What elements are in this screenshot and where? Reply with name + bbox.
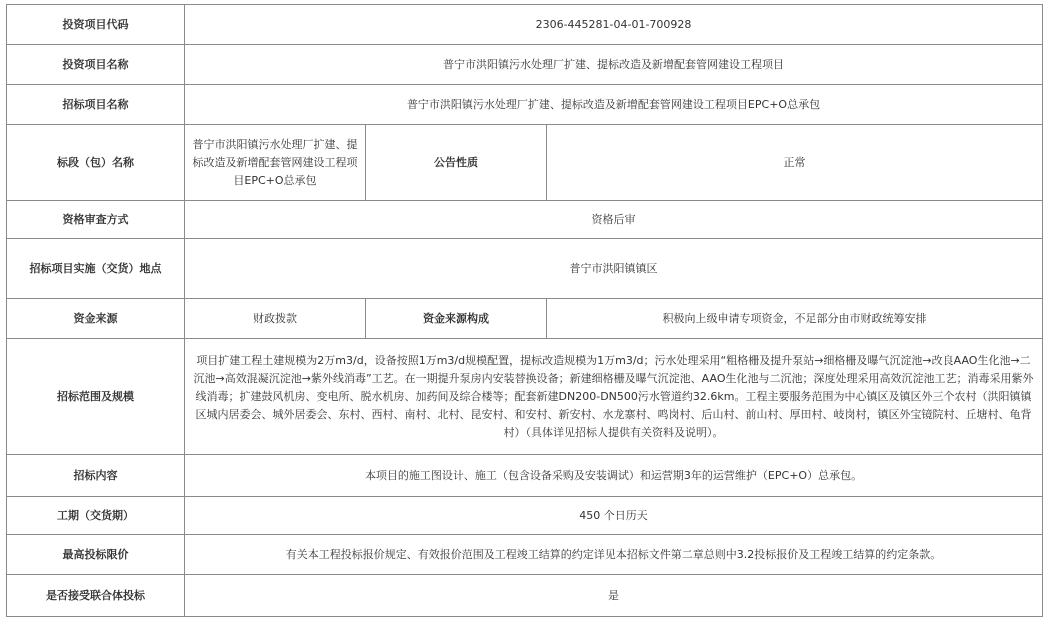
- row-funding: [7, 299, 1043, 339]
- row-location: [7, 239, 1043, 299]
- scope-label: 招标范围及规模: [7, 339, 185, 455]
- notice-type-label: 公告性质: [366, 125, 547, 201]
- tender-name-label: 招标项目名称: [7, 85, 185, 125]
- content-label: 招标内容: [7, 455, 185, 497]
- qualification-label: 资格审查方式: [7, 201, 185, 239]
- section-value: 普宁市洪阳镇污水处理厂扩建、提标改造及新增配套管网建设工程项目EPC+O总承包: [185, 125, 366, 201]
- funding-value: 财政拨款: [185, 299, 366, 339]
- project-name-value: 普宁市洪阳镇污水处理厂扩建、提标改造及新增配套管网建设工程项目: [185, 45, 1043, 85]
- section-label: 标段（包）名称: [7, 125, 185, 201]
- row-content: [7, 455, 1043, 497]
- consortium-label: 是否接受联合体投标: [7, 575, 185, 617]
- row-qualification: [7, 201, 1043, 239]
- consortium-value: 是: [185, 575, 1043, 617]
- row-scope: [7, 339, 1043, 455]
- funding-label: 资金来源: [7, 299, 185, 339]
- row-tender-name: [7, 85, 1043, 125]
- price-limit-value: 有关本工程投标报价规定、有效报价范围及工程竣工结算的约定详见本招标文件第二章总则中3.2投标报价及工程竣工结算的约定条款。: [185, 535, 1043, 575]
- row-price-limit: [7, 535, 1043, 575]
- scope-value: 项目扩建工程土建规模为2万m3/d，设备按照1万m3/d规模配置，提标改造规模为1万m3/d；污水处理采用“粗格栅及提升泵站→细格栅及曝气沉淀池→改良AAO生化池→二沉池→高效混凝沉淀池→紫外线消毒”工艺。在一期提升泵房内安装替换设备；新建细格栅及曝气沉淀池、AAO生化池与二沉池；深度处理采用高效沉淀池工艺；消毒采用紫外线消毒；扩建鼓风机房、变电所、脱水机房、加药间及综合楼等；配套新建DN200-DN500污水管道约32.6km。工程主要服务范围为中心镇区及镇区外三个农村（洪阳镇镇区城内居委会、城外居委会、东村、西村、南村、北村、昆安村、和安村、新安村、水龙寨村、鸣岗村、后山村、前山村、厚田村、岐岗村，镇区外宝镜院村、丘塘村、龟背村）（具体详见招标人提供有关资料及说明）。: [185, 339, 1043, 455]
- funding-composition-value: 积极向上级申请专项资金，不足部分由市财政统筹安排: [547, 299, 1043, 339]
- row-duration: [7, 497, 1043, 535]
- project-code-value: 2306-445281-04-01-700928: [185, 5, 1043, 45]
- row-project-code: [7, 5, 1043, 45]
- row-section: [7, 125, 1043, 201]
- notice-type-value: 正常: [547, 125, 1043, 201]
- duration-value: 450 个日历天: [185, 497, 1043, 535]
- tender-name-value: 普宁市洪阳镇污水处理厂扩建、提标改造及新增配套管网建设工程项目EPC+O总承包: [185, 85, 1043, 125]
- content-value: 本项目的施工图设计、施工（包含设备采购及安装调试）和运营期3年的运营维护（EPC+O）总承包。: [185, 455, 1043, 497]
- duration-label: 工期（交货期）: [7, 497, 185, 535]
- row-consortium: [7, 575, 1043, 617]
- project-code-label: 投资项目代码: [7, 5, 185, 45]
- location-value: 普宁市洪阳镇镇区: [185, 239, 1043, 299]
- price-limit-label: 最高投标限价: [7, 535, 185, 575]
- tender-info-table: [6, 4, 1043, 617]
- row-project-name: [7, 45, 1043, 85]
- project-name-label: 投资项目名称: [7, 45, 185, 85]
- location-label: 招标项目实施（交货）地点: [7, 239, 185, 299]
- qualification-value: 资格后审: [185, 201, 1043, 239]
- funding-composition-label: 资金来源构成: [366, 299, 547, 339]
